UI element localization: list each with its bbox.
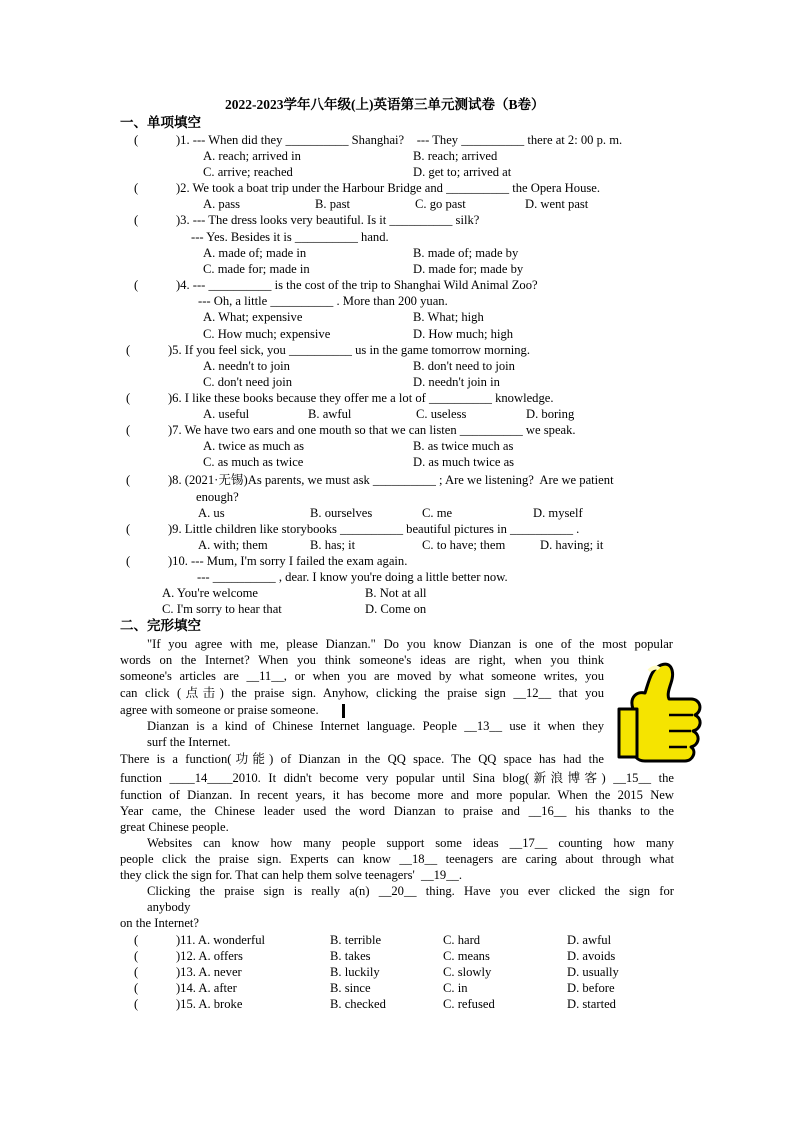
question-stem-line2: --- Yes. Besides it is __________ hand. [191, 230, 389, 244]
question-stem: ( )9. Little children like storybooks __________ beautiful pictures in __________ . [126, 522, 580, 536]
option: A. What; expensive [203, 310, 303, 324]
option: D. avoids [567, 949, 616, 963]
option: D. How much; high [413, 327, 514, 341]
option: A. pass [203, 197, 241, 211]
option: D. Come on [365, 602, 427, 616]
option: D. as much twice as [413, 455, 515, 469]
passage-line: people click the praise sign. Experts can know __18__ teenagers are caring about through what [120, 852, 674, 866]
cloze-question: ( )12. A. offers [134, 949, 243, 963]
option: B. reach; arrived [413, 149, 498, 163]
option: B. made of; made by [413, 246, 519, 260]
option: C. How much; expensive [203, 327, 331, 341]
question-stem-line2: enough? [196, 490, 239, 504]
question-stem: ( )10. --- Mum, I'm sorry I failed the exam again. [126, 554, 408, 568]
option: D. myself [533, 506, 583, 520]
option: C. means [443, 949, 490, 963]
option: D. started [567, 997, 616, 1011]
option: B. takes [330, 949, 371, 963]
option: D. having; it [540, 538, 604, 552]
option: C. go past [415, 197, 466, 211]
cloze-question: ( )11. A. wonderful [134, 933, 266, 947]
option: D. boring [526, 407, 575, 421]
cloze-question: ( )13. A. never [134, 965, 242, 979]
section-heading-single-choice: 一、单项填空 [120, 115, 201, 131]
option: C. as much as twice [203, 455, 304, 469]
passage-line: function of Dianzan. In recent years, it has become more and more popular. When the 2015 New [120, 788, 674, 802]
option: A. us [198, 506, 225, 520]
question-stem: ( )6. I like these books because they offer me a lot of __________ knowledge. [126, 391, 554, 405]
question-stem: ( )4. --- __________ is the cost of the trip to Shanghai Wild Animal Zoo? [134, 278, 538, 292]
option: A. needn't to join [203, 359, 290, 373]
option: C. in [443, 981, 468, 995]
option: B. terrible [330, 933, 382, 947]
question-stem: ( )3. --- The dress looks very beautiful. Is it __________ silk? [134, 213, 480, 227]
option: B. past [315, 197, 350, 211]
passage-line: anybody [147, 900, 191, 914]
passage-line: There is a function(功能) of Dianzan in the QQ space. The QQ space has had the [120, 752, 604, 766]
passage-line: Dianzan is a kind of Chinese Internet language. People __13__ use it when they [147, 719, 604, 733]
passage-line: "If you agree with me, please Dianzan." Do you know Dianzan is one of the most popular [147, 637, 673, 651]
option: B. ourselves [310, 506, 373, 520]
option: C. refused [443, 997, 495, 1011]
option: A. twice as much as [203, 439, 305, 453]
question-stem: ( )2. We took a boat trip under the Harbour Bridge and __________ the Opera House. [134, 181, 601, 195]
cloze-question: ( )14. A. after [134, 981, 237, 995]
passage-line: Clicking the praise sign is really a(n) __20__ thing. Have you ever clicked the sign for [147, 884, 674, 898]
option: B. since [330, 981, 371, 995]
option: D. awful [567, 933, 612, 947]
passage-line: function ____14____2010. It didn't become very popular until Sina blog(新浪博客) __15__ the [120, 771, 674, 785]
passage-line: on the Internet? [120, 916, 200, 930]
option: B. luckily [330, 965, 380, 979]
option: A. useful [203, 407, 250, 421]
option: B. has; it [310, 538, 356, 552]
passage-line: great Chinese people. [120, 820, 229, 834]
option: C. me [422, 506, 453, 520]
option: D. before [567, 981, 615, 995]
option: C. useless [416, 407, 467, 421]
passage-line: Year came, the Chinese leader used the word Dianzan to praise and __16__ his thanks to the [120, 804, 674, 818]
question-stem-line2: --- Oh, a little __________ . More than 200 yuan. [198, 294, 448, 308]
option: B. Not at all [365, 586, 427, 600]
question-stem: ( )7. We have two ears and one mouth so that we can listen __________ we speak. [126, 423, 576, 437]
option: B. checked [330, 997, 386, 1011]
option: C. made for; made in [203, 262, 310, 276]
option: A. made of; made in [203, 246, 307, 260]
question-stem: ( )1. --- When did they __________ Shanghai? --- They __________ there at 2: 00 p. m. [134, 133, 623, 147]
thumbs-up-icon [615, 657, 705, 763]
section-heading-cloze: 二、完形填空 [120, 618, 201, 634]
passage-line: surf the Internet. [147, 735, 231, 749]
option: D. get to; arrived at [413, 165, 512, 179]
option: A. reach; arrived in [203, 149, 301, 163]
passage-line: Websites can know how many people support some ideas __17__ counting how many [147, 836, 674, 850]
page-title: 2022-2023学年八年级(上)英语第三单元测试卷（B卷） [225, 97, 545, 112]
question-stem: ( )5. If you feel sick, you __________ us in the game tomorrow morning. [126, 343, 530, 357]
option: C. I'm sorry to hear that [162, 602, 282, 616]
passage-line: they click the sign for. That can help them solve teenagers' __19__. [120, 868, 462, 882]
option: B. awful [308, 407, 352, 421]
passage-line: agree with someone or praise someone. [120, 703, 319, 717]
passage-line: someone's articles are __11__, or when you are moved by what someone writes, you [120, 669, 604, 683]
option: A. You're welcome [162, 586, 259, 600]
option: D. made for; made by [413, 262, 524, 276]
passage-line: can click (点击) the praise sign. Anyhow, clicking the praise sign __12__ that you [120, 686, 604, 700]
passage-line: words on the Internet? When you think someone's ideas are right, when you think [120, 653, 604, 667]
option: D. usually [567, 965, 619, 979]
option: C. arrive; reached [203, 165, 293, 179]
option: D. went past [525, 197, 589, 211]
option: C. don't need join [203, 375, 293, 389]
text-cursor [342, 704, 345, 718]
option: C. slowly [443, 965, 492, 979]
option: D. needn't join in [413, 375, 500, 389]
option: C. hard [443, 933, 481, 947]
option: B. What; high [413, 310, 484, 324]
option: B. don't need to join [413, 359, 515, 373]
question-stem: ( )8. (2021·无锡)As parents, we must ask __________ ; Are we listening? Are we patient [126, 473, 614, 487]
option: C. to have; them [422, 538, 506, 552]
option: A. with; them [198, 538, 268, 552]
question-stem-line2: --- __________ , dear. I know you're doing a little better now. [197, 570, 508, 584]
cloze-question: ( )15. A. broke [134, 997, 243, 1011]
option: B. as twice much as [413, 439, 514, 453]
